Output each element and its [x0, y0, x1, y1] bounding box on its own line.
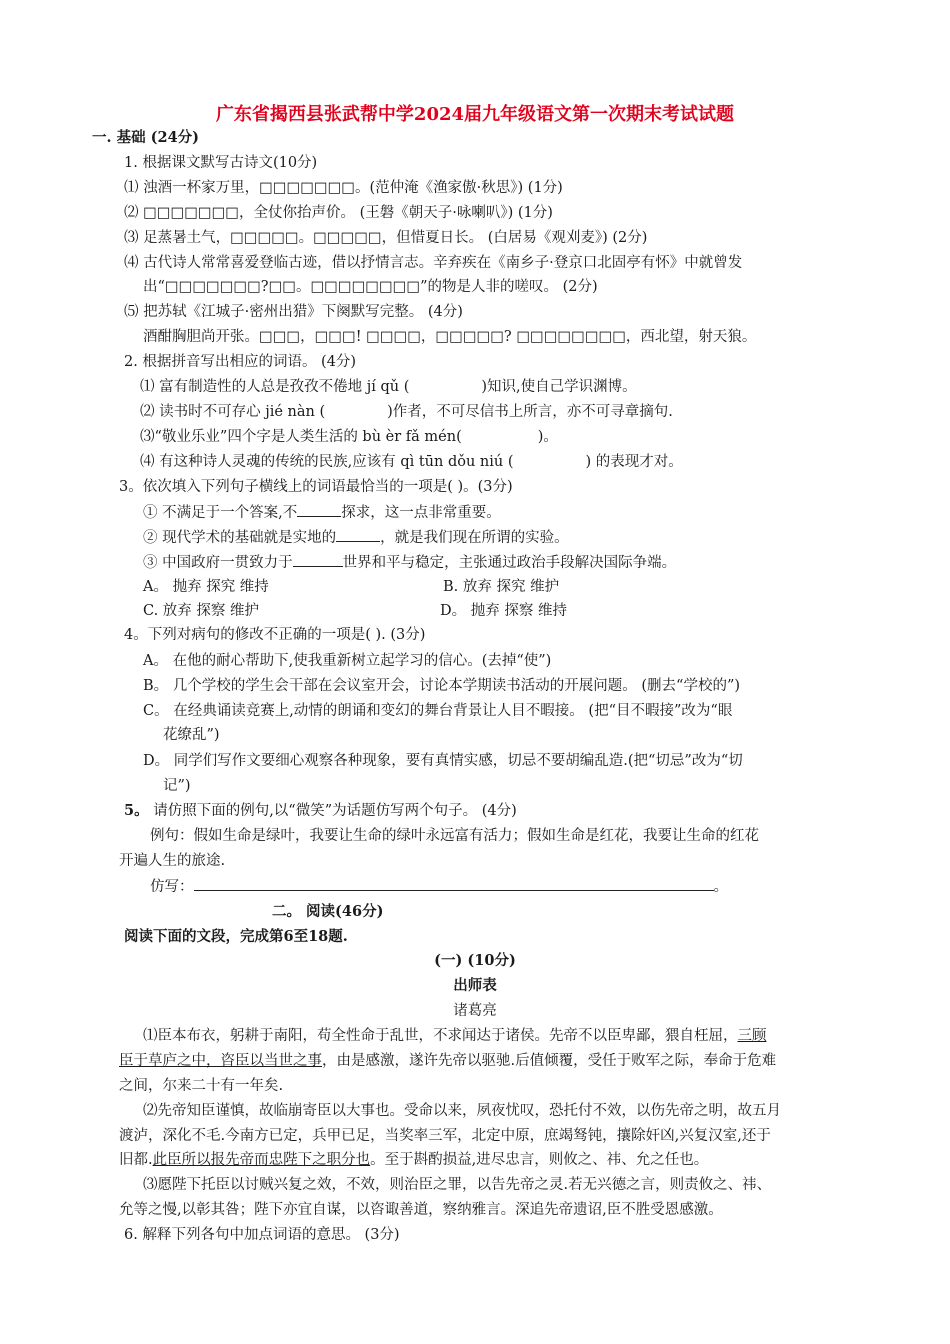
question-3-option-d: D。 抛弃 探察 维持 — [440, 603, 567, 619]
question-3-2: ② 现代学术的基础就是实地的 ，就是我们现在所谓的实验。 — [143, 527, 569, 548]
question-6: 6. 解释下列各句中加点词语的意思。 (3分) — [124, 1227, 400, 1243]
question-4-option-a: A。 在他的耐心帮助下,使我重新树立起学习的信心。(去掉“使”) — [143, 653, 552, 669]
question-5-answer-line[interactable]: 仿写： 。 — [150, 876, 728, 897]
question-1-5: ⑸ 把苏轼《江城子·密州出猎》下阕默写完整。 (4分) — [124, 304, 463, 320]
section-2-heading: 二。 阅读(46分) — [272, 903, 384, 920]
question-4-option-d-line1: D。 同学们写作文要细心观察各种现象，要有真情实感，切忌不要胡编乱造.(把“切忌”改为“切 — [143, 753, 743, 769]
question-2-3: ⑶“敬业乐业”四个字是人类生活的 bù èr fǎ mén( )。 — [140, 429, 558, 445]
question-3-option-b: B. 放弃 探究 维护 — [443, 579, 560, 595]
essay-paragraph-3-line2: 允等之慢,以彰其咎；陛下亦宜自谋，以咨诹善道，察纳雅言。深追先帝遗诏,臣不胜受恩感激。 — [119, 1202, 723, 1218]
question-1-3: ⑶ 足蒸暑土气，□□□□□。□□□□□，但惜夏日长。 (白居易《观刈麦》) (2分) — [124, 230, 648, 246]
question-2-4: ⑷ 有这种诗人灵魂的传统的民族,应该有 qì tūn dǒu niú ( ) 的表现才对。 — [140, 454, 683, 470]
question-5: 5。 请仿照下面的例句,以“微笑”为话题仿写两个句子。 (4分) — [124, 802, 517, 819]
question-3-option-c: C. 放弃 探察 维护 — [143, 603, 260, 619]
question-1-2: ⑵ □□□□□□□，全仗你抬声价。 (王磐《朝天子·咏喇叭》) (1分) — [124, 205, 553, 221]
essay-author: 诸葛亮 — [453, 1003, 497, 1019]
essay-paragraph-2-line1: ⑵先帝知臣谨慎，故临崩寄臣以大事也。受命以来，夙夜忧叹，恐托付不效，以伤先帝之明，故五月 — [143, 1103, 781, 1119]
essay-paragraph-1-line1: ⑴臣本布衣，躬耕于南阳，苟全性命于乱世，不求闻达于诸侯。先帝不以臣卑鄙，猥自枉屈，三顾 — [143, 1028, 767, 1044]
essay-title: 出师表 — [453, 977, 497, 994]
section-1-heading: 一. 基础 (24分) — [92, 129, 200, 146]
question-3-1: ① 不满足于一个答案,不 探求，这一点非常重要。 — [143, 502, 501, 523]
question-3: 3。依次填入下列句子横线上的词语最恰当的一项是( )。(3分) — [119, 479, 513, 495]
question-1: 1. 根据课文默写古诗文(10分) — [124, 155, 318, 171]
question-1-4-line1: ⑷ 古代诗人常常喜爱登临古迹，借以抒情言志。辛弃疾在《南乡子·登京口北固亭有怀》中就曾发 — [124, 255, 743, 271]
question-1-1: ⑴ 浊酒一杯家万里，□□□□□□□。(范仲淹《渔家傲·秋思》) (1分) — [124, 180, 563, 196]
question-4-option-c-line2: 花缭乱”) — [163, 727, 220, 743]
reading-part-1-heading: (一) (10分) — [434, 952, 516, 969]
essay-paragraph-1-line3: 之间，尔来二十有一年矣. — [119, 1078, 284, 1094]
essay-paragraph-2-line2: 渡泸，深化不毛.今南方已定，兵甲已足，当奖率三军，北定中原，庶竭驽钝，攘除奸凶,兴复汉室,还于 — [119, 1128, 771, 1144]
question-4-option-b: B。 几个学校的学生会干部在会议室开会，讨论本学期读书活动的开展问题。 (删去“学校的”) — [143, 678, 741, 694]
question-3-option-a: A。 抛弃 探究 维持 — [143, 579, 269, 595]
essay-paragraph-3-line1: ⑶愿陛下托臣以讨贼兴复之效，不效，则治臣之罪，以告先帝之灵.若无兴德之言，则责攸之、祎、 — [143, 1177, 772, 1193]
essay-paragraph-2-line3: 旧都.此臣所以报先帝而忠陛下之职分也。至于斟酌损益,进尽忠言，则攸之、祎、允之任也。 — [119, 1152, 709, 1168]
question-5-example-line2: 开遍人生的旅途. — [119, 853, 226, 869]
question-4: 4。下列对病句的修改不正确的一项是( ). (3分) — [124, 627, 426, 643]
essay-paragraph-1-line2: 臣于草庐之中，咨臣以当世之事，由是感激，遂许先帝以驱驰.后值倾覆，受任于败军之际，奉命于危难 — [119, 1053, 777, 1069]
question-3-3: ③ 中国政府一贯致力于 世界和平与稳定，主张通过政治手段解决国际争端。 — [143, 552, 676, 573]
question-1-4-line2: 出“□□□□□□□?□□。□□□□□□□□”的物是人非的嗟叹。 (2分) — [143, 279, 598, 295]
question-4-option-c-line1: C。 在经典诵读竞赛上,动情的朗诵和变幻的舞台背景让人目不暇接。 (把“目不暇接”改为“眼 — [143, 703, 733, 719]
exam-title: 广东省揭西县张武帮中学2024届九年级语文第一次期末考试试题 — [215, 104, 735, 125]
question-2: 2. 根据拼音写出相应的词语。 (4分) — [124, 354, 357, 370]
question-2-2: ⑵ 读书时不可存心 jié nàn ( )作者，不可尽信书上所言，亦不可寻章摘句. — [140, 404, 673, 420]
question-4-option-d-line2: 记”) — [163, 778, 191, 794]
question-2-1: ⑴ 富有制造性的人总是孜孜不倦地 jí qǔ ( )知识,使自己学识渊博。 — [140, 379, 637, 395]
question-1-5-content: 酒酣胸胆尚开张。□□□，□□□! □□□□，□□□□□? □□□□□□□□，西北望，射天狼。 — [143, 329, 757, 345]
reading-instruction: 阅读下面的文段，完成第6至18题. — [124, 928, 348, 945]
question-5-example-line1: 例句：假如生命是绿叶，我要让生命的绿叶永远富有活力；假如生命是红花，我要让生命的红花 — [150, 828, 759, 844]
